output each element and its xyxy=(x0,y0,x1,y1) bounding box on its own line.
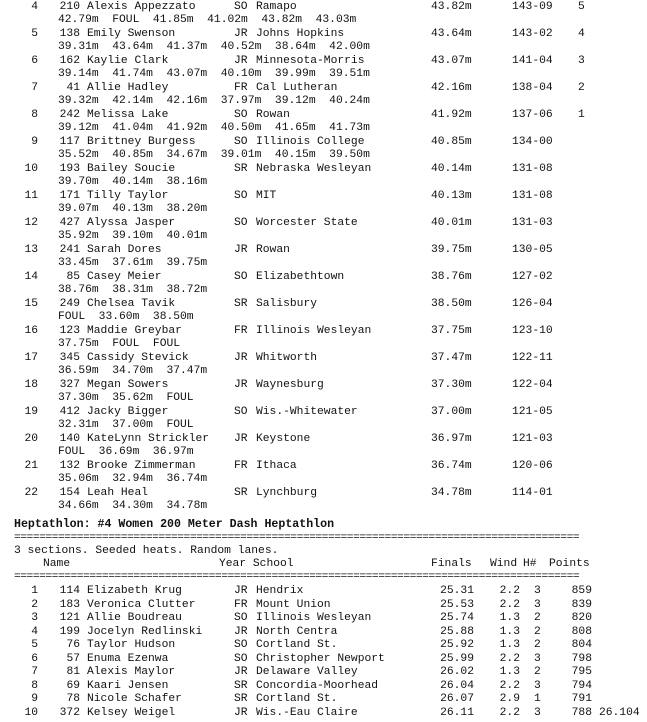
mark: 37.00m xyxy=(431,406,472,418)
heat-number: 1 xyxy=(534,693,541,705)
attempt-series: 35.52m 40.85m 34.67m 39.01m 40.15m 39.50m xyxy=(58,149,370,161)
mark: 39.75m xyxy=(431,244,472,256)
year: SO xyxy=(234,652,248,665)
heat-number: 2 xyxy=(534,625,541,638)
athlete-name: Megan Sowers xyxy=(87,379,169,391)
athlete-name: Emily Swenson xyxy=(87,28,176,40)
points: 794 xyxy=(571,679,592,692)
school: Nebraska Wesleyan xyxy=(256,163,372,175)
mark: 40.85m xyxy=(431,136,472,148)
year: JR xyxy=(234,352,248,364)
attempt-series: 32.31m 37.00m FOUL xyxy=(58,419,194,431)
bib-number: 78 xyxy=(66,693,80,705)
place: 4 xyxy=(31,1,38,13)
heat-number: 3 xyxy=(534,585,541,597)
year: SO xyxy=(234,1,248,13)
points: 788 xyxy=(571,706,592,719)
year: SO xyxy=(234,612,248,624)
athlete-name: Jacky Bigger xyxy=(87,406,169,418)
mark: 37.47m xyxy=(431,352,472,364)
mark-imperial: 120-06 xyxy=(512,460,553,472)
bib-number: 193 xyxy=(59,163,80,175)
year: SR xyxy=(234,298,248,310)
bib-number: 242 xyxy=(59,109,80,121)
mark-imperial: 131-08 xyxy=(512,163,553,175)
athlete-name: Elizabeth Krug xyxy=(87,585,182,597)
athlete-name: Alyssa Jasper xyxy=(87,217,176,229)
school: Cal Lutheran xyxy=(256,82,338,94)
school: MIT xyxy=(256,190,277,202)
athlete-name: Tilly Taylor xyxy=(87,190,169,202)
year: JR xyxy=(234,666,248,678)
school: Wis.-Whitewater xyxy=(256,406,358,418)
athlete-name: Alexis Appezzato xyxy=(87,1,196,13)
wind: 2.2 xyxy=(499,598,520,611)
mark: 38.76m xyxy=(431,271,472,283)
year: JR xyxy=(234,706,248,719)
points: 859 xyxy=(571,585,592,597)
place: 18 xyxy=(24,379,38,391)
attempt-series: 34.66m 34.30m 34.78m xyxy=(58,500,208,512)
school: Mount Union xyxy=(256,598,331,611)
year: SO xyxy=(234,271,248,283)
place: 4 xyxy=(31,625,38,638)
school: Illinois Wesleyan xyxy=(256,325,372,337)
bib-number: 412 xyxy=(59,406,80,418)
points: 839 xyxy=(571,598,592,611)
school: Worcester State xyxy=(256,217,358,229)
mark-imperial: 131-03 xyxy=(512,217,553,229)
header-finals: Finals xyxy=(431,558,472,570)
school: North Centra xyxy=(256,625,338,638)
athlete-name: Chelsea Tavik xyxy=(87,298,176,310)
athlete-name: Leah Heal xyxy=(87,487,149,499)
bib-number: 210 xyxy=(59,1,80,13)
place: 6 xyxy=(31,652,38,665)
place: 6 xyxy=(31,55,38,67)
finals-time: 26.11 xyxy=(440,706,474,719)
mark: 36.97m xyxy=(431,433,472,445)
finals-time: 25.31 xyxy=(440,585,474,597)
points: 2 xyxy=(578,82,585,94)
attempt-series: 37.30m 35.62m FOUL xyxy=(58,392,194,404)
athlete-name: Kelsey Weigel xyxy=(87,706,176,719)
mark-imperial: 121-05 xyxy=(512,406,553,418)
bib-number: 427 xyxy=(59,217,80,229)
year: SR xyxy=(234,487,248,499)
attempt-series: FOUL 33.60m 38.50m xyxy=(58,311,194,323)
mark-imperial: 121-03 xyxy=(512,433,553,445)
place: 16 xyxy=(24,325,38,337)
attempt-series: 35.92m 39.10m 40.01m xyxy=(58,230,208,242)
place: 2 xyxy=(31,598,38,611)
bib-number: 183 xyxy=(59,598,80,611)
bib-number: 138 xyxy=(59,28,80,40)
points: 1 xyxy=(578,109,585,121)
year: SR xyxy=(234,693,248,705)
year: JR xyxy=(234,625,248,638)
section-heading: Heptathlon: #4 Women 200 Meter Dash Heptathlon xyxy=(14,518,335,531)
finals-time: 25.88 xyxy=(440,625,474,638)
place: 19 xyxy=(24,406,38,418)
points: 5 xyxy=(578,1,585,13)
year: JR xyxy=(234,433,248,445)
mark-imperial: 143-02 xyxy=(512,28,553,40)
header-name: Name xyxy=(43,558,71,570)
athlete-name: Cassidy Stevick xyxy=(87,352,189,364)
points: 4 xyxy=(578,28,585,40)
heat-number: 2 xyxy=(534,612,541,624)
wind: 1.3 xyxy=(499,612,520,624)
heat-number: 3 xyxy=(534,598,541,611)
place: 1 xyxy=(31,585,38,597)
section-note: 3 sections. Seeded heats. Random lanes. xyxy=(14,545,279,557)
athlete-name: Enuma Ezenwa xyxy=(87,652,169,665)
school: Hendrix xyxy=(256,585,304,597)
mark: 40.14m xyxy=(431,163,472,175)
place: 11 xyxy=(24,190,38,202)
school: Whitworth xyxy=(256,352,318,364)
athlete-name: Sarah Dores xyxy=(87,244,162,256)
mark: 41.92m xyxy=(431,109,472,121)
athlete-name: Casey Meier xyxy=(87,271,162,283)
school: Waynesburg xyxy=(256,379,324,391)
points: 791 xyxy=(571,693,592,705)
attempt-series: 36.59m 34.70m 37.47m xyxy=(58,365,208,377)
year: JR xyxy=(234,379,248,391)
bib-number: 171 xyxy=(59,190,80,202)
year: SO xyxy=(234,639,248,651)
bib-number: 85 xyxy=(66,271,80,283)
mark: 36.74m xyxy=(431,460,472,472)
school: Ithaca xyxy=(256,460,297,472)
mark: 37.30m xyxy=(431,379,472,391)
heat-number: 3 xyxy=(534,706,541,719)
mark-imperial: 122-04 xyxy=(512,379,553,391)
wind: 1.3 xyxy=(499,639,520,651)
school: Elizabethtown xyxy=(256,271,345,283)
heat-number: 2 xyxy=(534,639,541,651)
place: 9 xyxy=(31,693,38,705)
school: Keystone xyxy=(256,433,311,445)
place: 9 xyxy=(31,136,38,148)
school: Delaware Valley xyxy=(256,666,358,678)
wind: 1.3 xyxy=(499,625,520,638)
heat-number: 3 xyxy=(534,679,541,692)
bib-number: 81 xyxy=(66,666,80,678)
bib-number: 121 xyxy=(59,612,80,624)
mark-imperial: 126-04 xyxy=(512,298,553,310)
athlete-name: Brittney Burgess xyxy=(87,136,196,148)
bib-number: 114 xyxy=(59,585,80,597)
place: 5 xyxy=(31,639,38,651)
attempt-series: 39.31m 43.64m 41.37m 40.52m 38.64m 42.00m xyxy=(58,41,370,53)
points: 798 xyxy=(571,652,592,665)
place: 7 xyxy=(31,82,38,94)
athlete-name: Nicole Schafer xyxy=(87,693,182,705)
year: SO xyxy=(234,109,248,121)
divider-bottom: ========================================================================================== xyxy=(14,571,580,583)
school: Christopher Newport xyxy=(256,652,385,665)
year: SO xyxy=(234,190,248,202)
finals-time: 26.07 xyxy=(440,693,474,705)
athlete-name: Veronica Clutter xyxy=(87,598,196,611)
year: JR xyxy=(234,585,248,597)
athlete-name: Kaylie Clark xyxy=(87,55,169,67)
bib-number: 76 xyxy=(66,639,80,651)
attempt-series: 39.14m 41.74m 43.07m 40.10m 39.99m 39.51m xyxy=(58,68,370,80)
bib-number: 241 xyxy=(59,244,80,256)
school: Rowan xyxy=(256,109,290,121)
divider-top: ========================================================================================== xyxy=(14,532,580,544)
athlete-name: Maddie Greybar xyxy=(87,325,182,337)
mark: 40.13m xyxy=(431,190,472,202)
place: 8 xyxy=(31,109,38,121)
header-points: Points xyxy=(549,558,590,570)
heat-number: 2 xyxy=(534,666,541,678)
attempt-series: 39.32m 42.14m 42.16m 37.97m 39.12m 40.24m xyxy=(58,95,370,107)
school: Lynchburg xyxy=(256,487,318,499)
school: Illinois College xyxy=(256,136,365,148)
athlete-name: Brooke Zimmerman xyxy=(87,460,196,472)
attempt-series: 33.45m 37.61m 39.75m xyxy=(58,257,208,269)
mark: 38.50m xyxy=(431,298,472,310)
athlete-name: Bailey Soucie xyxy=(87,163,176,175)
school: Ramapo xyxy=(256,1,297,13)
school: Rowan xyxy=(256,244,290,256)
header-year-school: Year School xyxy=(219,558,294,570)
bib-number: 123 xyxy=(59,325,80,337)
place: 10 xyxy=(24,163,38,175)
athlete-name: KateLynn Strickler xyxy=(87,433,210,445)
mark-imperial: 122-11 xyxy=(512,352,553,364)
wind: 2.2 xyxy=(499,652,520,665)
athlete-name: Alexis Maylor xyxy=(87,666,176,678)
athlete-name: Taylor Hudson xyxy=(87,639,176,651)
bib-number: 57 xyxy=(66,652,80,665)
bib-number: 154 xyxy=(59,487,80,499)
school: Wis.-Eau Claire xyxy=(256,706,358,719)
mark-imperial: 131-08 xyxy=(512,190,553,202)
points: 820 xyxy=(571,612,592,624)
points: 3 xyxy=(578,55,585,67)
place: 14 xyxy=(24,271,38,283)
year: JR xyxy=(234,55,248,67)
bib-number: 69 xyxy=(66,679,80,692)
wind: 2.2 xyxy=(499,679,520,692)
bib-number: 199 xyxy=(59,625,80,638)
heat-number: 3 xyxy=(534,652,541,665)
bib-number: 162 xyxy=(59,55,80,67)
school: Concordia-Moorhead xyxy=(256,679,379,692)
wind: 2.2 xyxy=(499,585,520,597)
bib-number: 249 xyxy=(59,298,80,310)
finals-time: 25.92 xyxy=(440,639,474,651)
attempt-series: 35.06m 32.94m 36.74m xyxy=(58,473,208,485)
finals-time: 26.04 xyxy=(440,679,474,692)
attempt-series: 39.07m 40.13m 38.20m xyxy=(58,203,208,215)
school: Minnesota-Morris xyxy=(256,55,365,67)
place: 8 xyxy=(31,679,38,692)
year: FR xyxy=(234,598,248,611)
mark-imperial: 138-04 xyxy=(512,82,553,94)
attempt-series: FOUL 36.69m 36.97m xyxy=(58,446,194,458)
header-heat: H# xyxy=(523,558,537,570)
mark: 37.75m xyxy=(431,325,472,337)
athlete-name: Melissa Lake xyxy=(87,109,169,121)
year: SO xyxy=(234,217,248,229)
place: 20 xyxy=(24,433,38,445)
athlete-name: Jocelyn Redlinski xyxy=(87,625,203,638)
athlete-name: Allie Boudreau xyxy=(87,612,182,624)
attempt-series: 42.79m FOUL 41.85m 41.02m 43.82m 43.03m xyxy=(58,14,357,26)
mark: 43.07m xyxy=(431,55,472,67)
place: 10 xyxy=(24,706,38,719)
athlete-name: Allie Hadley xyxy=(87,82,169,94)
attempt-series: 37.75m FOUL FOUL xyxy=(58,338,181,350)
mark-imperial: 134-00 xyxy=(512,136,553,148)
extra-time: 26.104 xyxy=(599,706,640,719)
athlete-name: Kaari Jensen xyxy=(87,679,169,692)
attempt-series: 38.76m 38.31m 38.72m xyxy=(58,284,208,296)
bib-number: 132 xyxy=(59,460,80,472)
attempt-series: 39.70m 40.14m 38.16m xyxy=(58,176,208,188)
year: SO xyxy=(234,406,248,418)
mark-imperial: 137-06 xyxy=(512,109,553,121)
mark-imperial: 123-10 xyxy=(512,325,553,337)
place: 3 xyxy=(31,612,38,624)
school: Cortland St. xyxy=(256,639,338,651)
mark-imperial: 143-09 xyxy=(512,1,553,13)
mark-imperial: 141-04 xyxy=(512,55,553,67)
bib-number: 345 xyxy=(59,352,80,364)
year: SO xyxy=(234,136,248,148)
mark: 43.82m xyxy=(431,1,472,13)
year: SR xyxy=(234,679,248,692)
place: 17 xyxy=(24,352,38,364)
school: Salisbury xyxy=(256,298,318,310)
year: SR xyxy=(234,163,248,175)
year: JR xyxy=(234,28,248,40)
place: 7 xyxy=(31,666,38,678)
points: 804 xyxy=(571,639,592,651)
header-wind: Wind xyxy=(490,558,518,570)
place: 21 xyxy=(24,460,38,472)
mark-imperial: 130-05 xyxy=(512,244,553,256)
place: 12 xyxy=(24,217,38,229)
wind: 2.9 xyxy=(499,693,520,705)
year: FR xyxy=(234,460,248,472)
mark: 40.01m xyxy=(431,217,472,229)
bib-number: 41 xyxy=(66,82,80,94)
year: FR xyxy=(234,325,248,337)
school: Illinois Wesleyan xyxy=(256,612,372,624)
finals-time: 25.99 xyxy=(440,652,474,665)
points: 808 xyxy=(571,625,592,638)
school: Cortland St. xyxy=(256,693,338,705)
place: 15 xyxy=(24,298,38,310)
attempt-series: 39.12m 41.04m 41.92m 40.50m 41.65m 41.73m xyxy=(58,122,370,134)
mark: 42.16m xyxy=(431,82,472,94)
bib-number: 140 xyxy=(59,433,80,445)
school: Johns Hopkins xyxy=(256,28,345,40)
place: 22 xyxy=(24,487,38,499)
points: 795 xyxy=(571,666,592,678)
mark: 34.78m xyxy=(431,487,472,499)
mark-imperial: 127-02 xyxy=(512,271,553,283)
place: 5 xyxy=(31,28,38,40)
finals-time: 25.74 xyxy=(440,612,474,624)
year: JR xyxy=(234,244,248,256)
bib-number: 117 xyxy=(59,136,80,148)
wind: 1.3 xyxy=(499,666,520,678)
finals-time: 25.53 xyxy=(440,598,474,611)
mark: 43.64m xyxy=(431,28,472,40)
finals-time: 26.02 xyxy=(440,666,474,678)
place: 13 xyxy=(24,244,38,256)
year: FR xyxy=(234,82,248,94)
wind: 2.2 xyxy=(499,706,520,719)
bib-number: 327 xyxy=(59,379,80,391)
bib-number: 372 xyxy=(59,706,80,719)
mark-imperial: 114-01 xyxy=(512,487,553,499)
